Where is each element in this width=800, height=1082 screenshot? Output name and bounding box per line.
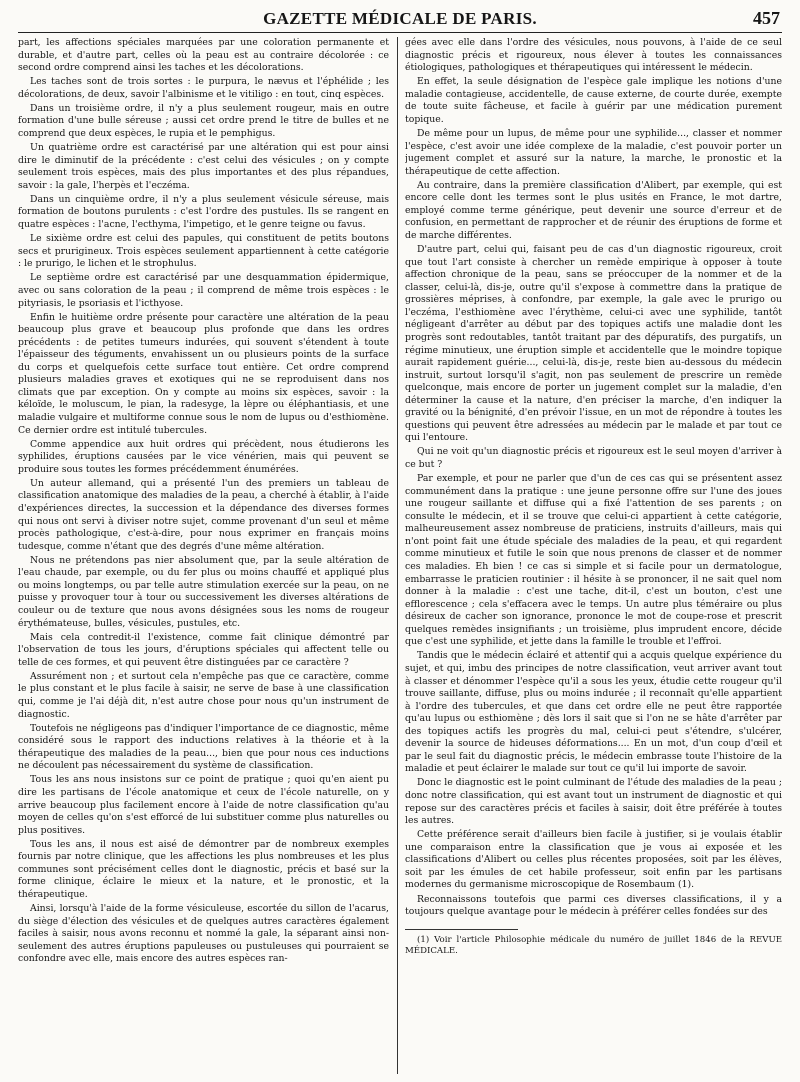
paragraph: Dans un cinquième ordre, il n'y a plus seulement vésicule séreuse, mais formation de boutons purulents : c'est l'ordre des pustules. Ils se rangent en quatre espèces : l'acne, l'ecthyma, l'impetigo, et le genre teigne ou favus. [18, 193, 389, 231]
paragraph: Un auteur allemand, qui a présenté l'un des premiers un tableau de classification anatomique des maladies de la peau, a cherché à établir, à l'aide d'expériences directes, la succession et la dépendance des diverses formes qui nous ont servi à diviser notre sujet, comme provenant d'un seul et même procès pathologique, c'est-à-dire, pour nous exprimer en français moins tudesque, comme n'étant que des degrés d'une même altération. [18, 477, 389, 552]
paragraph: Dans un troisième ordre, il n'y a plus seulement rougeur, mais en outre formation d'une bulle séreuse ; aussi cet ordre prend le titre de bulles et ne comprend que deux espèces, le rupia et le pemphigus. [18, 102, 389, 140]
paragraph: gées avec elle dans l'ordre des vésicules, nous pouvons, à l'aide de ce seul diagnostic précis et rigoureux, nous élever à toutes les connaissances étiologiques, pathologiques et thérapeutiques qui intéressent le médecin. [405, 37, 782, 74]
paragraph: Comme appendice aux huit ordres qui précèdent, nous étudierons les syphilides, éruptions causées par le vice vénérien, mais qui peuvent se produire sous toutes les formes précédemment énumérées. [18, 438, 389, 475]
paragraph: Reconnaissons toutefois que parmi ces diverses classifications, il y a toujours quelque avantage pour le médecin à préférer celles fondées sur des [405, 893, 782, 918]
paragraph: Cette préférence serait d'ailleurs bien facile à justifier, si je voulais établir une comparaison entre la classification que je vous ai exposée et les classifications d'Alibert ou celles plus récentes proposées, soit par les élèves, soit par les émules de cet habile professeur, soit enfin par les partisans modernes du germanisme microscopique de Rosembaum (1). [405, 829, 782, 891]
paragraph: Donc le diagnostic est le point culminant de l'étude des maladies de la peau ; donc notre classification, qui est avant tout un instrument de diagnostic et qui repose sur des caractères précis et faciles à saisir, doit être préférée à toutes les autres. [405, 777, 782, 827]
paragraph: part, les affections spéciales marquées par une coloration permanente et durable, et d'autre part, celles où la peau est au contraire décolorée : ce second ordre comprend ainsi les taches et les décolorations. [18, 37, 389, 74]
paragraph: Toutefois ne négligeons pas d'indiquer l'importance de ce diagnostic, même considéré sous le rapport des inductions relatives à la théorie et à la thérapeutique des maladies de la peau..., bien que pour nous ces inductions ne découlent pas nécessairement du système de classification. [18, 722, 389, 772]
page-number: 457 [753, 8, 780, 28]
footnote-rule [405, 929, 518, 930]
paragraph: Le septième ordre est caractérisé par une desquammation épidermique, avec ou sans coloration de la peau ; il comprend de même trois espèces : le pityriasis, le psoriasis et l'icthyose. [18, 272, 389, 309]
paragraph: Tous les ans nous insistons sur ce point de pratique ; quoi qu'en aient pu dire les partisans de l'école anatomique et ceux de l'école naturelle, on y arrive beaucoup plus facilement encore à l'aide de notre classification qu'au moyen de celles qu'on s'est efforcé de lui substituer comme plus naturelles ou plus positives. [18, 774, 389, 836]
paragraph: Tandis que le médecin éclairé et attentif qui a acquis quelque expérience du sujet, et qui, imbu des principes de notre classification, veut arriver avant tout à classer et dénommer l'espèce qu'il a sous les yeux, étudie cette rougeur qu'il trouve saillante, diffuse, plus ou moins indurée ; il reconnaît qu'elle appartient à l'ordre des tubercules, et que dans cet ordre elle ne peut être rapportée qu'au lupus ou esthiomène ; dès lors il sait que si l'on ne se hâte d'arrêter par des topiques actifs les progrès du mal, celui-ci peut s'étendre, s'ulcérer, devenir la source de hideuses déformations.... En un mot, d'un coup d'œil et par le seul fait du diagnostic précis, le médecin embrasse toute l'histoire de la maladie et peut éclairer le malade sur tout ce qu'il lui importe de savoir. [405, 650, 782, 775]
left-column [18, 37, 389, 1078]
paragraph: En effet, la seule désignation de l'espèce gale implique les notions d'une maladie contagieuse, accidentelle, de cause externe, de courte durée, exempte de toute suite fâcheuse, et facile à guérir par une médication purement topique. [405, 76, 782, 125]
paragraph: Mais cela contredit-il l'existence, comme fait clinique démontré par l'observation de tous les jours, d'éruptions spéciales qui affectent telle ou telle de ces formes, et qui peuvent être distinguées par ce caractère ? [18, 631, 389, 668]
paragraph: D'autre part, celui qui, faisant peu de cas d'un diagnostic rigoureux, croit que tout l'art consiste à chercher un remède empirique à opposer à toute affection chronique de la peau, sans se préoccuper de la nommer et de la classer, celui-là, dis-je, outre qu'il s'expose à commettre dans la pratique de grossières méprises, à confondre, par exemple, la gale avec le prurigo ou l'eczéma, l'esthiomène avec l'érythème, celui-ci avec une syphilide, tantôt négligeant d'arrêter au début par des topiques actifs une maladie dont les progrès sont redoutables, tantôt traitant par des dépuratifs, des purgatifs, un régime minutieux, une éruption simple et accidentelle que le moindre topique aurait rapidement guérie..., celui-là, dis-je, reste bien au-dessous du médecin instruit, surtout lorsqu'il s'agit, non pas seulement de prescrire un remède quelconque, mais encore de porter un jugement complet sur la maladie, d'en déterminer la cause et la nature, d'en préciser la marche, d'en indiquer la gravité ou la bénignité, d'en prévoir l'issue, en un mot de répondre à toutes les questions qui peuvent être adressées au médecin par le malade et par tout ce qui l'entoure. [405, 244, 782, 444]
paragraph: Le sixième ordre est celui des papules, qui constituent de petits boutons secs et prurigineux. Trois espèces seulement appartiennent à cette catégorie : le prurigo, le lichen et le strophulus. [18, 233, 389, 270]
paragraph: De même pour un lupus, de même pour une syphilide..., classer et nommer l'espèce, c'est avoir une idée complexe de la maladie, c'est pouvoir porter un jugement complet et assuré sur la nature, la marche, le pronostic et la thérapeutique de cette affection. [405, 128, 782, 177]
paragraph: Qui ne voit qu'un diagnostic précis et rigoureux est le seul moyen d'arriver à ce but ? [405, 446, 782, 471]
paragraph: Assurément non ; et surtout cela n'empêche pas que ce caractère, comme le plus constant et le plus facile à saisir, ne serve de base à une classification qui, comme je l'ai déjà dit, n'est autre chose pour nous qu'un instrument de diagnostic. [18, 670, 389, 720]
paragraph: Par exemple, et pour ne parler que d'un de ces cas qui se présentent assez communément dans la pratique : une jeune personne offre sur l'une des joues une rougeur saillante et diffuse qui a fixé l'attention de ses parents ; on consulte le médecin, et il se trouve que celui-ci appartient à cette catégorie, malheureusement assez nombreuse de praticiens, instruits d'ailleurs, mais qui n'ont point fait une étude spéciale des maladies de la peau, et qui regardent comme minutieux et futile le soin que nous prenons de classer et de nommer ces maladies. Eh bien ! ce cas si simple et si facile pour un dermatologue, embarrasse le praticien routinier : il hésite à se prononcer, il ne sait quel nom donner à la maladie : c'est une tache, dit-il, c'est un bouton, c'est une efflorescence ; cela s'effacera avec le temps. Un autre plus téméraire ou plus désireux de cacher son ignorance, prononce le mot de coupe-rose et prescrit quelques remèdes insignifiants ; un troisième, plus imprudent encore, décide que c'est une syphilide, et jette dans la famille le trouble et l'effroi. [405, 473, 782, 648]
column-divider [397, 37, 398, 1074]
paragraph: Nous ne prétendons pas nier absolument que, par la seule altération de l'eau chaude, par exemple, ou du fer plus ou moins chauffé et appliqué plus ou moins longtemps, ou par telle autre stimulation exercée sur la peau, on ne puisse y provoquer tour à tour ou successivement les diverses altérations de couleur ou de texture que nous avons désignées sous les noms de rougeur érythémateuse, bulles, vésicules, pustules, etc. [18, 554, 389, 629]
paragraph: Enfin le huitième ordre présente pour caractère une altération de la peau beaucoup plus grave et beaucoup plus profonde que dans les ordres précédents : de petites tumeurs indurées, qui souvent s'étendent à toute l'épaisseur des téguments, envahissent un ou plusieurs points de la surface du corps et quelquefois cette surface tout entière. Cet ordre comprend plusieurs maladies graves et exotiques qui ne se reproduisent dans nos climats que par exception. On y compte au moins six espèces, savoir : la kéloïde, le moluscum, le pian, la radesyge, la lèpre ou éléphantiasis, et une maladie vulgaire et multiforme connue sous le nom de lupus ou d'esthiomène. Ce dernier ordre est intitulé tubercules. [18, 311, 389, 436]
running-title: GAZETTE MÉDICALE DE PARIS. [263, 9, 537, 28]
paragraph: Au contraire, dans la première classification d'Alibert, par exemple, qui est encore celle dont les termes sont le plus usités en France, le mot dartre, employé comme terme générique, peut devenir une source d'erreur et de confusion, en permettant de rapprocher et de réunir des éruptions de forme et de marche différentes. [405, 179, 782, 241]
paragraph: Tous les ans, il nous est aisé de démontrer par de nombreux exemples fournis par notre clinique, que les affections les plus nombreuses et les plus communes sont précisément celles dont le diagnostic, précis et basé sur la forme clinique, éclaire le mieux et la nature, et le pronostic, et la thérapeutique. [18, 838, 389, 900]
paragraph: Les taches sont de trois sortes : le purpura, le nævus et l'éphélide ; les décolorations, de deux, savoir l'albinisme et le vitiligo : en tout, cinq espèces. [18, 76, 389, 100]
footnote: (1) Voir l'article Philosophie médicale du numéro de juillet 1846 de la REVUE MÉDICALE. [405, 934, 782, 956]
paragraph: Ainsi, lorsqu'à l'aide de la forme vésiculeuse, escortée du sillon de l'acarus, du siège d'élection des vésicules et de quelques autres caractères également faciles à saisir, nous avons reconnu et nommé la gale, la séparant ainsi non-seulement des autres éruptions papuleuses ou pustuleuses qui pourraient se confondre avec elle, mais encore des autres espèces ran- [18, 903, 389, 965]
paragraph: Un quatrième ordre est caractérisé par une altération qui est pour ainsi dire le diminutif de la précédente : c'est celui des vésicules ; on y compte seulement trois espèces, mais des plus importantes et des plus répandues, savoir : la gale, l'herpès et l'eczéma. [18, 142, 389, 191]
page-header [18, 8, 782, 33]
right-column [405, 37, 782, 1078]
